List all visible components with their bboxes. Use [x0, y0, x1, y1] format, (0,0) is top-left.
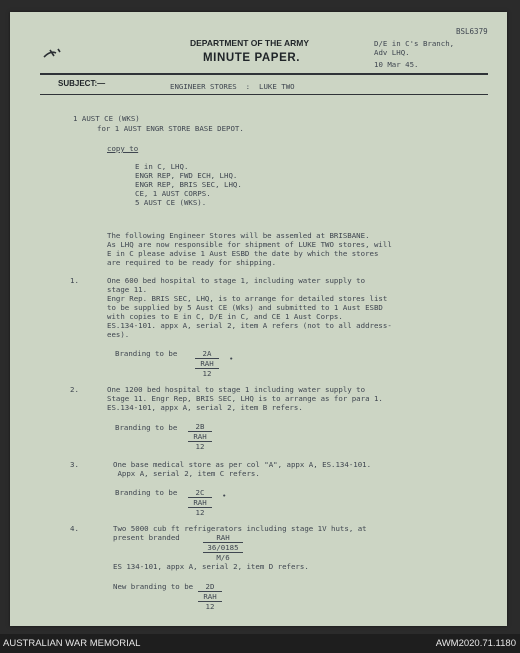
branding-mark — [198, 582, 222, 611]
branding-mark-top: 2C — [195, 488, 205, 497]
branding-mark-mid: RAH — [198, 591, 222, 601]
item-line: present branded — [113, 533, 180, 542]
item-number: 2. — [70, 385, 79, 394]
item-line: ees). — [107, 330, 130, 339]
branding-mark-mid: RAH — [195, 358, 219, 368]
footer-source: AUSTRALIAN WAR MEMORIAL — [3, 638, 141, 649]
present-mark-top: RAH — [216, 533, 230, 542]
copy-recipient: ENGR REP, BRIS SEC, LHQ. — [135, 180, 242, 189]
copy-recipient: ENGR REP, FWD ECH, LHQ. — [135, 171, 238, 180]
branding-mark-mid: RAH — [188, 431, 212, 441]
branding-mark-bottom: 12 — [188, 441, 212, 451]
item-line: stage 11. — [107, 285, 148, 294]
branding-dot: • — [229, 354, 234, 363]
department-heading: DEPARTMENT OF THE ARMY — [190, 38, 309, 48]
item-line: One 600 bed hospital to stage 1, including water supply to — [107, 276, 366, 285]
item-line: Engr Rep. BRIS SEC, LHQ, is to arrange for detailed stores list — [107, 294, 388, 303]
present-mark-mid: 36/0185 — [203, 542, 243, 552]
item-line: Stage 11. Engr Rep, BRIS SEC, LHQ is to arrange as for para 1. — [107, 394, 383, 403]
item-number: 3. — [70, 460, 79, 469]
item-number: 1. — [70, 276, 79, 285]
copy-recipient: CE, 1 AUST CORPS. — [135, 189, 211, 198]
branding-label: Branding to be — [115, 423, 178, 432]
item-line: ES.134-101. appx A, serial 2, item A refers (not to all address- — [107, 321, 392, 330]
header-rule-top — [40, 73, 488, 75]
copy-recipient: 5 AUST CE (WKS). — [135, 198, 207, 207]
branding-mark-top: 2B — [195, 422, 205, 431]
item-line: ES 134-101, appx A, serial 2, item D refers. — [113, 562, 309, 571]
item-number: 4. — [70, 524, 79, 533]
addressee: 1 AUST CE (WKS) — [73, 114, 140, 123]
file-reference: BSL6379 — [456, 27, 488, 36]
item-line: with copies to E in C, D/E in C, and CE 1 Aust Corps. — [107, 312, 343, 321]
header-rule-bottom — [40, 94, 488, 95]
branding-mark-bottom: 12 — [195, 368, 219, 378]
archive-footer — [0, 634, 520, 653]
branding-label: Branding to be — [115, 349, 178, 358]
branding-mark — [195, 349, 219, 378]
branding-mark-top: 2D — [205, 582, 215, 591]
minute-paper-page — [10, 12, 507, 626]
branding-mark — [188, 488, 212, 517]
subject-label: SUBJECT:— — [58, 79, 106, 88]
item-line: to be supplied by 5 Aust CE (Wks) and submitted to 1 Aust ESBD — [107, 303, 383, 312]
branding-label: New branding to be — [113, 582, 194, 591]
handwritten-mark — [42, 47, 66, 61]
item-line: Two 5000 cub ft refrigerators including stage 1V huts, at — [113, 524, 367, 533]
present-branding-mark — [203, 533, 243, 562]
addressee-for: for 1 AUST ENGR STORE BASE DEPOT. — [97, 124, 244, 133]
branding-dot: • — [222, 491, 227, 500]
branding-mark-bottom: 12 — [198, 601, 222, 611]
document-title: MINUTE PAPER. — [203, 52, 301, 64]
document-date: 10 Mar 45. — [374, 60, 419, 69]
intro-line: As LHQ are now responsible for shipment of LUKE TWO stores, will — [107, 240, 392, 249]
present-mark-bottom: M/6 — [203, 552, 243, 562]
item-line: ES.134-101, appx A, serial 2, item B refers. — [107, 403, 303, 412]
from-branch-line2: Adv LHQ. — [374, 48, 410, 57]
item-line: One 1200 bed hospital to stage 1 including water supply to — [107, 385, 366, 394]
footer-accession-number: AWM2020.71.1180 — [435, 638, 516, 649]
intro-line: E in C please advise 1 Aust ESBD the date by which the stores — [107, 249, 379, 258]
copy-recipient: E in C, LHQ. — [135, 162, 189, 171]
branding-mark — [188, 422, 212, 451]
subject-text: ENGINEER STORES : LUKE TWO — [170, 82, 295, 91]
branding-mark-bottom: 12 — [188, 507, 212, 517]
copy-to-label: copy to — [107, 144, 139, 153]
item-line: Appx A, serial 2, item C refers. — [113, 469, 260, 478]
from-branch: D/E in C's Branch, — [374, 39, 455, 48]
item-line: One base medical store as per col "A", appx A, ES.134-101. — [113, 460, 372, 469]
branding-mark-top: 2A — [202, 349, 212, 358]
branding-label: Branding to be — [115, 488, 178, 497]
intro-line: The following Engineer Stores will be assemled at BRISBANE. — [107, 231, 370, 240]
branding-mark-mid: RAH — [188, 497, 212, 507]
intro-line: are required to be ready for shipping. — [107, 258, 277, 267]
